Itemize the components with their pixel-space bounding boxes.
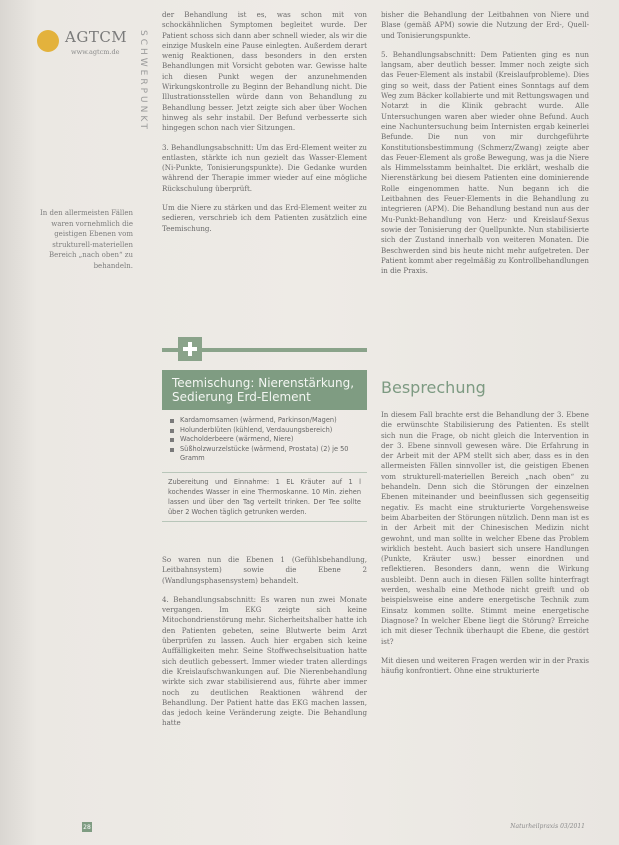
logo-url: www.agtcm.de (71, 48, 120, 56)
tea-preparation: Zubereitung und Einnahme: 1 EL Kräuter auf 1 l kochendes Wasser in eine Thermoskanne. 10 Min. ziehen lassen und über den Tag verteilt trinken. Der Tee sollte über 2 Wochen täglich getrunken werden. (162, 472, 367, 522)
column-right-bottom (381, 410, 589, 685)
paragraph: So waren nun die Ebenen 1 (Gefühlsbehandlung, Leitbahnsystem) sowie die Ebene 2 (Wandlungsphasensystem) behandelt. (162, 555, 367, 585)
list-item: Wacholderbeere (wärmend, Niere) (170, 435, 367, 445)
plus-icon (182, 341, 198, 357)
agtcm-logo (35, 24, 135, 66)
paragraph: Um die Niere zu stärken und das Erd-Element weiter zu sedieren, verschrieb ich dem Patienten zusätzlich eine Teemischung. (162, 203, 367, 233)
logo-name: AGTCM (65, 28, 128, 46)
paragraph: In diesem Fall brachte erst die Behandlung der 3. Ebene die erwünschte Stabilisierung des Patienten. Es stellt sich nun die Frage, ob nicht gleich die Intervention in der 3. Ebene sinnvoll gewesen wäre. Die Erfahrung in der Arbeit mit der APM stellt sich aber, dass es in den allermeisten Fällen sinnvoller ist, die geistigen Ebenen vom strukturell-materiellen Bereich „nach oben“ zu behandeln. Denn sich die Störungen der einzelnen Ebenen miteinander und beeinflussen sich gegenseitig negativ. Es macht eine strukturierte Vorgehensweise beim Abarbeiten der Störungen nützlich. Denn man ist es in der Arbeit mit der Chinesischen Medizin nicht gewohnt, und man sollte in welcher Ebene das Problem wirklich besteht. Auch basiert sich unsere Handlungen (Punkte, Kräuter usw.) besser einordnen und reflektieren. Besonders dann, wenn die Wirkung ausbleibt. Denn auch in diesen Fällen sollte hinterfragt werden, weshalb eine Methode nicht greift und ob beispielsweise eine andere energetische Technik zum Einsatz kommen sollte. Stimmt meine energetische Diagnose? In welcher Ebene liegt die Störung? Erreiche ich mit dieser Technik überhaupt die Ebene, die gestört ist? (381, 410, 589, 646)
column-left-bottom (162, 555, 367, 738)
heading-besprechung: Besprechung (381, 378, 486, 397)
side-note: In den allermeisten Fällen waren vornehmlich die geistigen Ebenen vom strukturell-materiellen Bereich „nach oben“ zu behandeln. (40, 209, 133, 270)
page-number: 28 (83, 823, 91, 831)
paragraph: bisher die Behandlung der Leitbahnen von Niere und Blase (gemäß APM) sowie die Nutzung der Erd-, Quell- und Tonisierungspunkte. (381, 10, 589, 40)
tea-ingredient-list (162, 416, 367, 464)
paragraph: der Behandlung ist es, was schon mit von schockähnlichen Symptomen begleitet wurde. Der Patient schoss sich dann aber schnell wieder, als wir die einzige Muskeln eine Pause einlegten. Außerdem derart wenig Reaktionen, dass besonders in den ersten Behandlungen mit Vorsicht geboten war. Gewisse halte ich diesen Punkt wegen der anzunehmenden Wirkungskontrolle zu Beginn der Behandlung nicht. Die Illustrationsstellen würde dann von Behandlung zu Behandlung besser. Jetzt zeigte sich aber über Wochen hinweg als sehr instabil. Der Befund verbesserte sich hingegen schon nach vier Sitzungen. (162, 10, 367, 133)
list-item: Kardamomsamen (wärmend, Parkinson/Magen) (170, 416, 367, 426)
list-item: Holunderblüten (kühlend, Verdauungsbereich) (170, 426, 367, 436)
plus-badge (178, 337, 202, 361)
tea-box-title: Teemischung: Nierenstärkung, Sedierung Erd-Element (162, 370, 367, 410)
sun-logo-icon (35, 28, 61, 54)
section-label: SCHWERPUNKT (138, 30, 148, 133)
paragraph: 3. Behandlungsabschnitt: Um das Erd-Element weiter zu entlasten, stärkte ich nun gezielt das Wasser-Element (Ni-Punkte, Tonisierungspunkte). Die Gedanke wurden während der Therapie immer wieder auf eine mögliche Rückschulung überprüft. (162, 142, 367, 193)
tea-recipe-box (162, 370, 367, 542)
column-right-top (381, 10, 589, 285)
list-item: Süßholzwurzelstücke (wärmend, Prostata) (2) je 50 Gramm (170, 445, 367, 464)
paragraph: 4. Behandlungsabschnitt: Es waren nun zwei Monate vergangen. Im EKG zeigte sich keine Mitochondrienstörung mehr. Sicherheitshalber hatte ich den Patienten gebeten, seine Blutwerte beim Arzt überprüfen zu lassen. Auch hier ergaben sich keine Auffälligkeiten mehr. Seine Stoffwechselsituation hatte sich deutlich gebessert. Immer wieder traten allerdings die Kreislaufschwankungen auf. Die Nierenbehandlung wirkte sich zwar stabilisierend aus, führte aber immer noch zu deutlichen Reaktionen während der Behandlung. Der Patient hatte das EKG machen lassen, das jedoch keine Veränderung zeigte. Die Behandlung hatte (162, 594, 367, 728)
column-left-top (162, 10, 367, 243)
footer-issue: Naturheilpraxis 03/2011 (510, 823, 585, 830)
paragraph: 5. Behandlungsabschnitt: Dem Patienten ging es nun langsam, aber deutlich besser. Immer noch zeigte sich das Feuer-Element als instabil (Kreislaufprobleme). Dies ging so weit, dass der Patient eines Sonntags auf dem Weg zum Bäcker kollabierte und mit Rettungswagen und Notarzt in die Klinik gebracht wurde. Alle Untersuchungen waren aber wieder ohne Befund. Auch eine Nachuntersuchung beim Internisten ergab keinerlei Befunde. Die nun von mir durchgeführte Konstitutionsbestimmung (Schmerz/Zwang) zeigte aber das Feuer-Element als große Bewegung, was ja die Niere als Himmelsstamm beinhaltet. Die erklärt, weshalb die Nierenstärkung bei diesem Patienten eine dominierende Rolle eingenommen hatte. Nun begann ich die Leitbahnen des Feuer-Elements in die Behandlung zu integrieren (APM). Die Behandlung bestand nun aus der Mu-Punkt-Behandlung von Herz- und Kreislauf-Sexus sowie der Tonisierung der Quellpunkte. Nun stabilisierte sich der Zustand innerhalb von weiteren Monaten. Die Beschwerden sind bis heute nicht mehr aufgetreten. Der Patient kommt aber regelmäßig zu Kontrollbehandlungen in die Praxis. (381, 49, 589, 276)
paragraph: Mit diesen und weiteren Fragen werden wir in der Praxis häufig konfrontiert. Ohne eine strukturierte (381, 655, 589, 676)
